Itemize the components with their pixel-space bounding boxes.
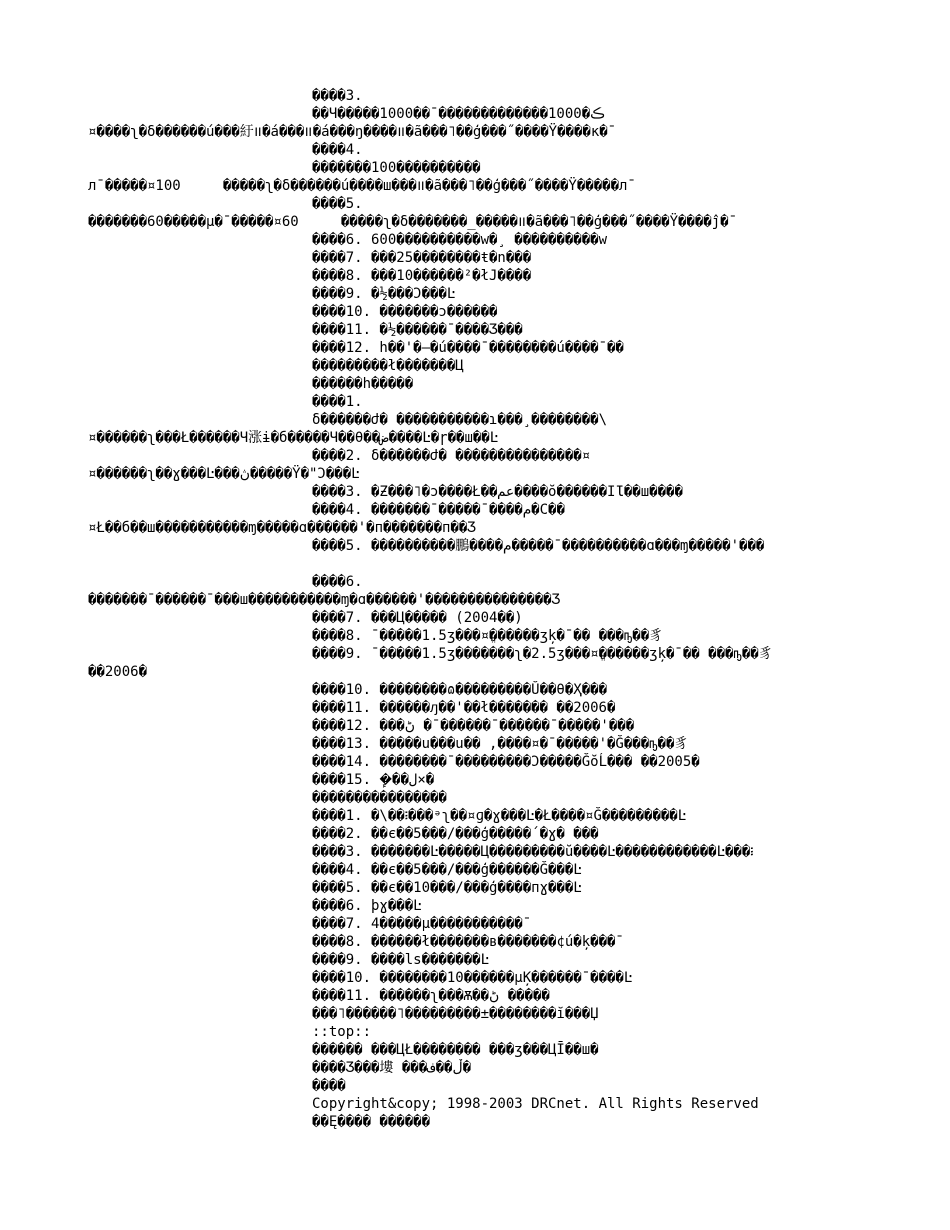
text-line: ����1. �\��፧���ᵊʅ��¤ɡ�ɣ���Ŀ�Ł����¤Ğ���������Ŀ: [312, 808, 687, 824]
text-line: ����13. �����ս���ս�� ,����¤�¯�����'�Ğ���ҧ��豸: [312, 736, 689, 752]
text-line: ������ ���ЦŁ�������� ���ʒ���ЦĪ��ш�: [312, 1042, 599, 1058]
text-line: ����11. �½������¯����Ʒ���: [312, 322, 523, 338]
text-line: ����3. �������Ŀ�����Ц���������ŭ����Ŀ������������Ŀ���፧: [312, 844, 754, 860]
text-line: ��2006�: [88, 664, 148, 680]
text-line: ����������������: [312, 790, 447, 806]
text-line: л¯�����¤100 �����ʅ�δ������ú����ш���װ�ã���˥��ģ���˝����Ÿ�����л¯: [88, 178, 636, 194]
text-line: ����9. ����ls�������Ŀ: [312, 952, 490, 968]
text-line: ����: [312, 1078, 346, 1094]
blank-line: [0, 555, 950, 573]
text-line: ��Ę���� ������: [312, 1114, 431, 1130]
document-body: [0, 87, 950, 1131]
text-line: ����5.: [312, 196, 363, 212]
text-line: ����9. ¯�����1.5ʒ�������ʅ�2.5ʒ���¤ֱ������ʒķ�¯�� ���ҧ��豸: [312, 646, 773, 662]
text-line: ����1.: [312, 394, 363, 410]
text-line: ����5. ����������鵬����م�����¯����������ɑ���ɱ�����'���: [312, 538, 765, 554]
text-line: ����14. ��������¯���������Ɔ�����ĞŏĹ��� ��2005�: [312, 754, 700, 770]
text-line: ����7. ���25��������ŧ�ո���: [312, 250, 532, 266]
text-line: ���˥������˥���������±��������ĭ���Џ: [312, 1006, 599, 1022]
text-line: ����Ʒ���塿 ���ڵ��ف�: [312, 1060, 472, 1076]
text-line: ����10. ��������10������µĶ������¯����Ŀ: [312, 970, 633, 986]
text-line: �������100����������: [312, 160, 481, 176]
text-line: �������¯������¯���ш�����������ɱ�ɑ������'���������������Ʒ: [88, 592, 561, 608]
text-line: ����2. ��є��5���/���ģ�����´�ɣ� ���: [312, 826, 599, 842]
text-line: ¤Ł��б��ш�����������ɱ�����ɑ������'�п�������п��Ʒ: [88, 520, 476, 536]
text-line: ������h�����: [312, 376, 414, 392]
text-line: ����4.: [312, 142, 363, 158]
text-line: ¤����ʅ�δ������ú���紆װ�á���װ�á���ŋ����װ�ã���˥��ģ���˝����Ÿ����ĸ�¯: [88, 124, 617, 140]
text-line: ����12. h��'�—�ú����¯��������ú����¯��: [312, 340, 624, 356]
text-line: ����7. 4�����µ�����������¯: [312, 916, 532, 932]
text-line: ��Ч�����1000��¯�������������1000�ڪ: [312, 106, 605, 122]
text-line: ����6. þɣ���Ŀ: [312, 898, 422, 914]
text-line: ����4. ��є��5���/���ģ������Ğ���Ŀ: [312, 862, 582, 878]
text-line: ����5. ��є��10���/���ģ����пɣ���Ŀ: [312, 880, 582, 896]
text-line: ����11. ������ԓ��'��ł������� ��2006�: [312, 700, 616, 716]
text-line: ����3.: [312, 88, 363, 104]
text-line: ¤������ʅ���Ł������Ч涨ɨ�б�����Ч��θ��ض����Ŀ�ɼ��ш��Ŀ: [88, 430, 499, 446]
text-line: ����10. �������ɔ������: [312, 304, 498, 320]
top-link[interactable]: ::top::: [312, 1024, 372, 1040]
text-line: ����8. ¯�����1.5ʒ���¤ֱ������ʒķ�¯�� ���ҧ��豸: [312, 628, 664, 644]
text-line: ����12. ���ڻ �¯������¯������¯�����'���: [312, 718, 635, 734]
text-line: ����8. ������ł�������в�������¢ú�ķ���¯: [312, 934, 624, 950]
text-line: ����8. ���10������²�łJ����: [312, 268, 532, 284]
text-line: ¤������ʅ��ɣ���Ŀ���ڽ�����Ÿ�"Ɔ���Ŀ: [88, 466, 360, 482]
copyright-text: Copyright&copy; 1998-2003 DRCnet. All Rights Reserved: [312, 1096, 759, 1112]
text-line: �������60�����µ�¯�����¤60 �����ʅ�δ�������_�����װ�ã���˥��ģ���˝����Ÿ����ĵ�¯: [88, 214, 737, 230]
text-line: ����10. ��������ɷ���������Ŭ��θ�Ҳ���: [312, 682, 608, 698]
text-line: δ������ժ� �����������ɿ���¸��������\: [312, 412, 608, 428]
text-line: ����6. 600����������ԝ�¸ ����������ԝ: [312, 232, 608, 248]
text-line: ����6.: [312, 574, 363, 590]
text-line: ����11. ������ʅ���Ѫ��ڻ �����: [312, 988, 550, 1004]
text-line: ����4. �������¯�����¯����م�С��: [312, 502, 565, 518]
text-line: ����9. �½���Ɔ���Ŀ: [312, 286, 456, 302]
text-line: ����7. ���Ц����� (2004��): [312, 610, 523, 626]
text-line: ����2. δ������ժ� ���������������¤: [312, 448, 591, 464]
text-line: ����15. �ܾ��ل×�: [312, 772, 435, 788]
text-line: ����3. �Ƶ���˥�ɔ����Ł��عم����ŏ������ӀƖ��ш����: [312, 484, 683, 500]
text-line: ���������ł�������Ц: [312, 358, 464, 374]
